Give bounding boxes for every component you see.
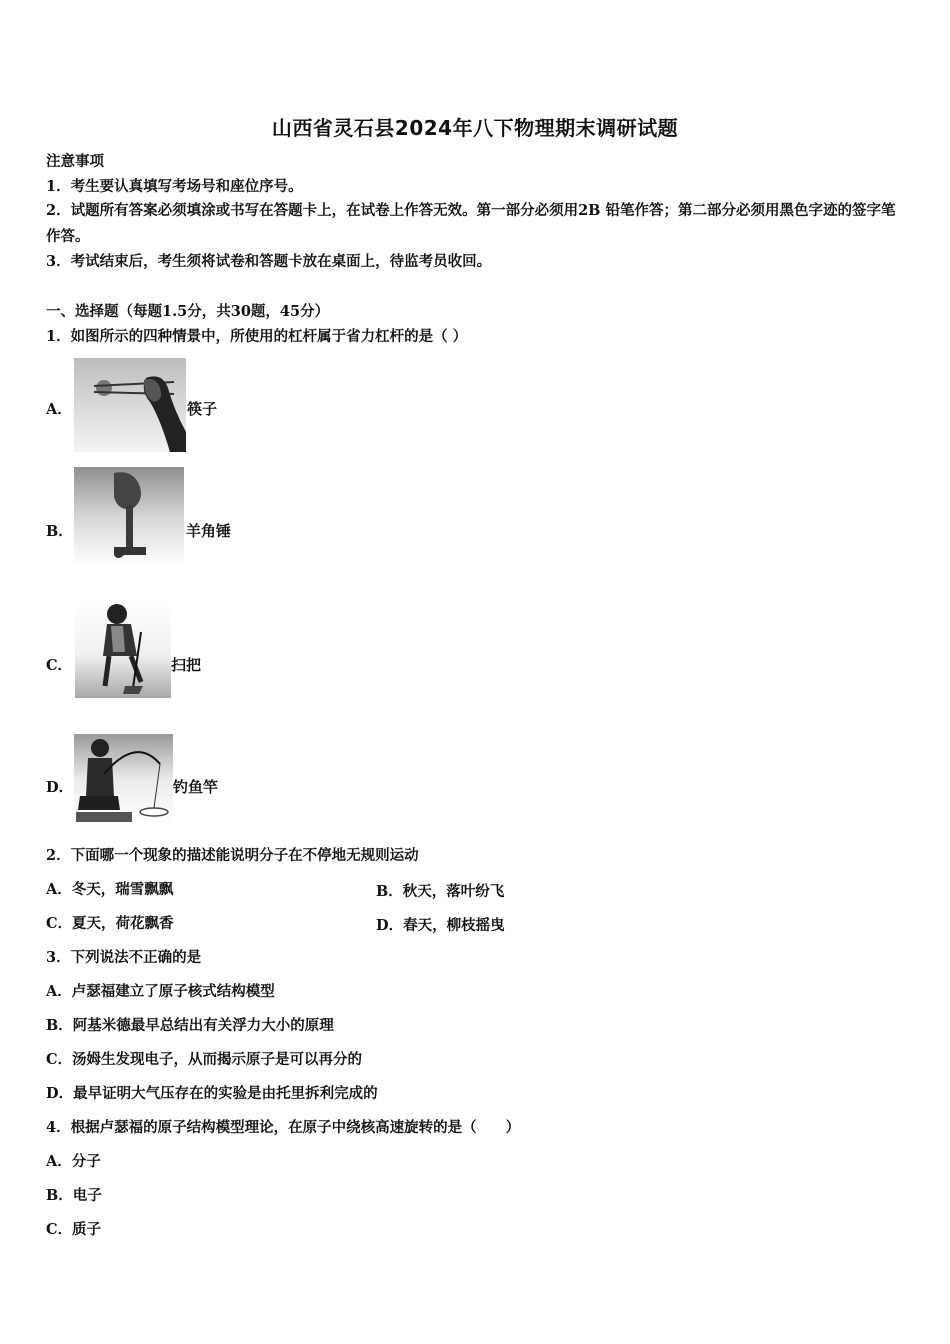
q1-option-c-text: 扫把 (171, 656, 202, 674)
q2-option-d: D．春天，柳枝摇曳 (376, 917, 505, 934)
q1-option-c-label: C． (46, 657, 73, 674)
q4-option-b: B．电子 (46, 1187, 102, 1204)
q2-option-c: C．夏天，荷花飘香 (46, 915, 174, 932)
section-heading: 一、选择题（每题1.5分，共30题，45分） (46, 303, 330, 320)
q1-option-a-label: A． (46, 401, 72, 418)
q1-option-d-text: 钓鱼竿 (173, 778, 219, 796)
q3-option-c: C．汤姆生发现电子，从而揭示原子是可以再分的 (46, 1051, 363, 1068)
q3-option-d: D．最早证明大气压存在的实验是由托里拆利完成的 (46, 1085, 378, 1102)
q3-option-a: A．卢瑟福建立了原子核式结构模型 (46, 983, 275, 1000)
question-1-stem: 1．如图所示的四种情景中，所使用的杠杆属于省力杠杆的是（ ） (46, 328, 468, 345)
q4-option-c: C．质子 (46, 1221, 102, 1238)
q1-option-b-label: B． (46, 523, 73, 540)
question-4-stem: 4．根据卢瑟福的原子结构模型理论，在原子中绕核高速旋转的是（ ） (46, 1119, 521, 1136)
fishing-rod-picture-icon (74, 734, 173, 826)
notice-item-3: 3．考试结束后，考生须将试卷和答题卡放在桌面上，待监考员收回。 (46, 253, 492, 270)
notice-heading: 注意事项 (46, 153, 104, 170)
question-2-stem: 2．下面哪一个现象的描述能说明分子在不停地无规则运动 (46, 847, 419, 864)
notice-item-2: 2．试题所有答案必须填涂或书写在答题卡上，在试卷上作答无效。第一部分必须用2B 铅笔作答；第二部分必须用黑色字迹的签字笔作答。 (46, 202, 896, 245)
q3-option-b: B．阿基米德最早总结出有关浮力大小的原理 (46, 1017, 334, 1034)
q1-option-a-text: 筷子 (187, 400, 218, 418)
q4-option-a: A．分子 (46, 1153, 101, 1170)
question-3-stem: 3．下列说法不正确的是 (46, 949, 202, 966)
chopsticks-picture-icon (74, 358, 186, 452)
claw-hammer-picture-icon (74, 467, 184, 565)
page-title: 山西省灵石县2024年八下物理期末调研试题 (271, 116, 679, 140)
notice-item-1: 1．考生要认真填写考场号和座位序号。 (46, 178, 303, 195)
q2-option-a: A．冬天，瑞雪飘飘 (46, 881, 174, 898)
broom-picture-icon (75, 602, 171, 698)
q1-option-b-text: 羊角锤 (186, 522, 232, 540)
q1-option-d-label: D． (46, 779, 74, 796)
q2-option-b: B．秋天，落叶纷飞 (376, 883, 505, 900)
